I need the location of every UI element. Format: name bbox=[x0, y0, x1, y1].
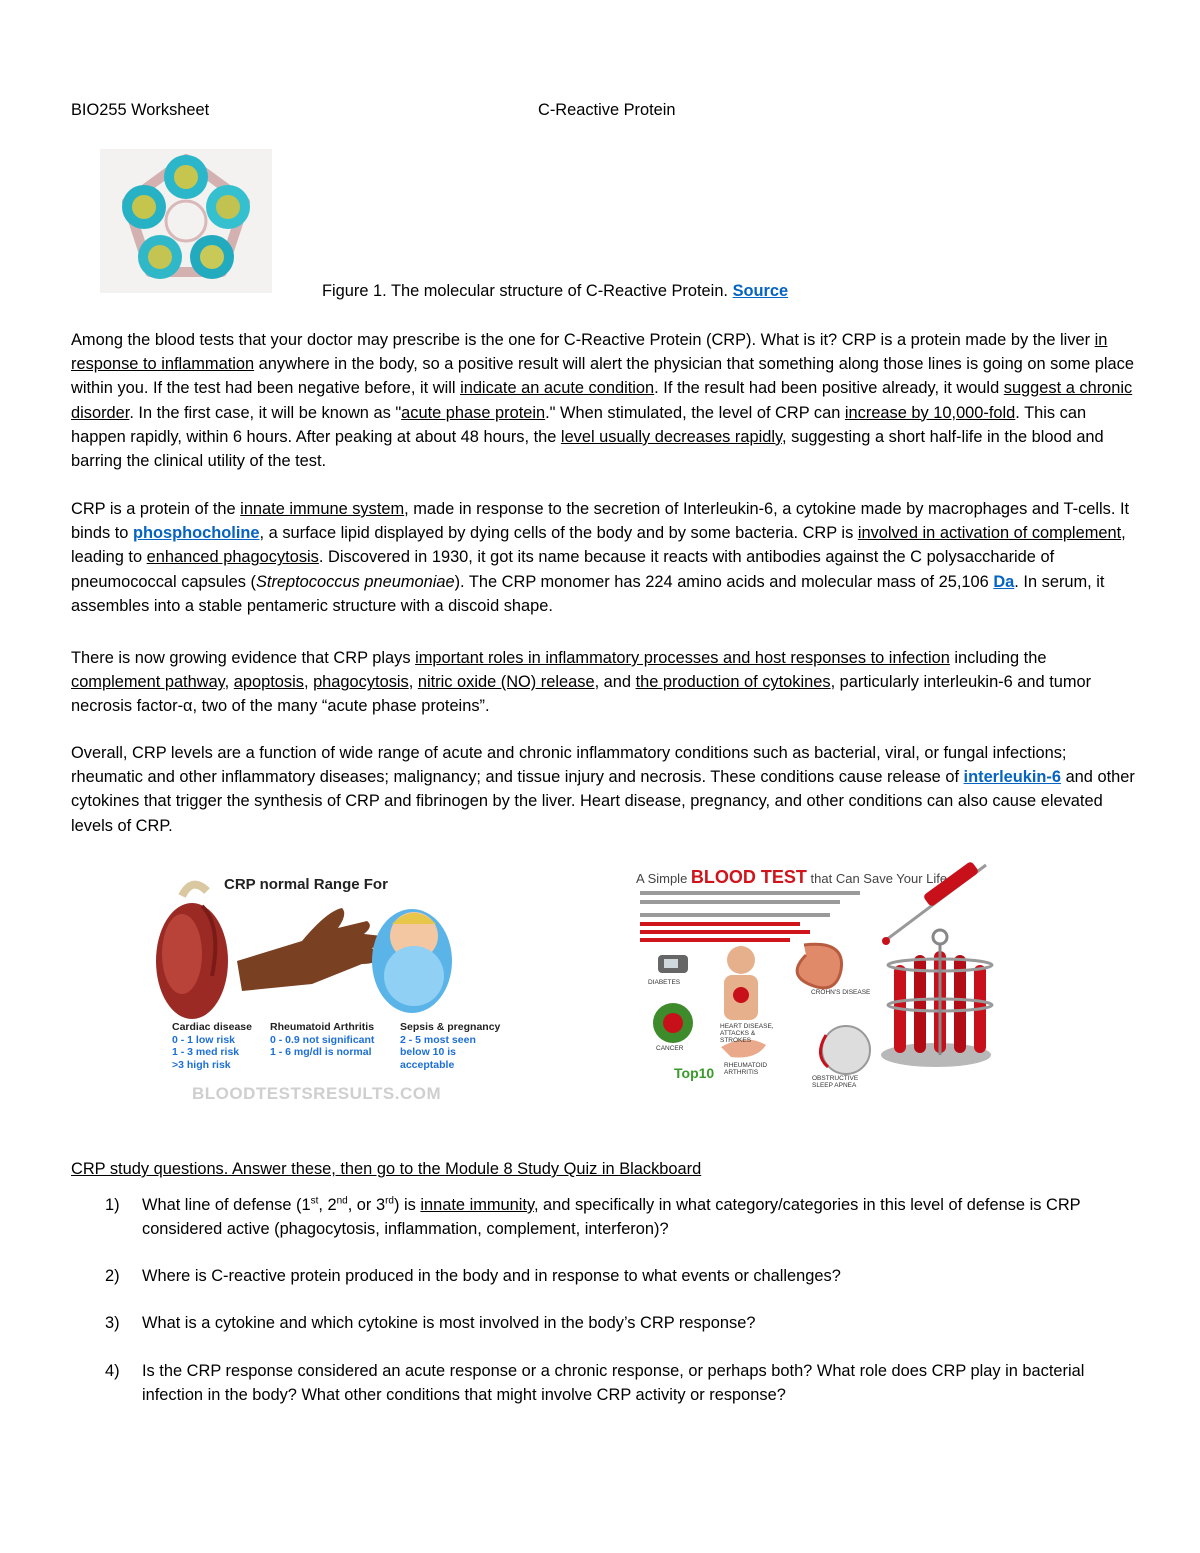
paragraph-2: CRP is a protein of the innate immune system, made in response to the secretion of Interleukin-6, a cytokine made by macrophages and T-cells. It binds to phosphocholine, a surface lipid displayed by dying cells of the body and by some bacteria. CRP is involved in activation of complement, leading to enhanced phagocytosis. Discovered in 1930, it got its name because it reacts with antibodies against the C polysaccharide of pneumococcal capsules (Streptococcus pneumoniae). The CRP monomer has 224 amino acids and molecular mass of 25,106 Da. In serum, it assembles into a stable pentameric structure with a discoid shape. bbox=[71, 500, 1130, 615]
label-cancer: CANCER bbox=[656, 1045, 684, 1052]
label-diabetes: DIABETES bbox=[648, 979, 681, 986]
dalton-link[interactable]: Da bbox=[993, 572, 1015, 591]
questions-heading: CRP study questions. Answer these, then go to the Module 8 Study Quiz in Blackboard bbox=[71, 1160, 702, 1178]
cardiac-column: Cardiac disease 0 - 1 low risk 1 - 3 med risk >3 high risk bbox=[172, 1021, 252, 1071]
underlined-phrase: acute phase protein bbox=[401, 403, 546, 422]
question-1: 1) What line of defense (1st, 2nd, or 3rd) is innate immunity, and specifically in what category/categories in this level of defense is CRP considered active (phagocytosis, inflammation, complement, interferon)? bbox=[105, 1193, 1135, 1241]
crp-range-title: CRP normal Range For bbox=[224, 876, 388, 893]
heart-icon bbox=[156, 885, 228, 1019]
worksheet-label: BIO255 Worksheet bbox=[71, 101, 210, 119]
underlined-phrase: nitric oxide (NO) release bbox=[417, 673, 595, 692]
question-text: Where is C-reactive protein produced in the body and in response to what events or challenges? bbox=[142, 1267, 841, 1285]
underlined-phrase: innate immune system bbox=[240, 500, 405, 518]
underlined-phrase: suggest a chronic disorder bbox=[71, 379, 1133, 422]
arthritis-column: Rheumatoid Arthritis 0 - 0.9 not significant 1 - 6 mg/dl is normal bbox=[270, 1021, 375, 1058]
underlined-phrase: innate immunity bbox=[420, 1196, 534, 1214]
underlined-phrase: the production of cytokines bbox=[635, 673, 831, 692]
underlined-phrase: apoptosis bbox=[233, 673, 304, 692]
hand-icon bbox=[237, 908, 382, 991]
underlined-phrase: involved in activation of complement bbox=[857, 524, 1122, 543]
page-title: C-Reactive Protein bbox=[538, 101, 676, 119]
glucose-meter-icon bbox=[658, 955, 688, 973]
top10-logo: Top10 bbox=[674, 1065, 715, 1081]
blood-test-title: A Simple BLOOD TEST that Can Save Your Life bbox=[636, 867, 948, 887]
question-number: 1) bbox=[105, 1196, 120, 1214]
paragraph-1: Among the blood tests that your doctor may prescribe is the one for C-Reactive Protein (CRP). What is it? CRP is a protein made by the liver in response to inflammation anywhere in the body, so a positive result will alert the physician that something along those lines is going on some place within you. If the test had been negative before, it will indicate an acute condition. If the result had been positive already, it would suggest a chronic disorder. In the first case, it will be known as "acute phase protein." When stimulated, the level of CRP can increase by 10,000-fold. This can happen rapidly, within 6 hours. After peaking at about 48 hours, the level usually decreases rapidly, suggesting a short half-life in the blood and barring the clinical utility of the test. bbox=[71, 331, 1134, 471]
question-number: 2) bbox=[105, 1267, 120, 1285]
label-apnea: OBSTRUCTIVE SLEEP APNEA bbox=[812, 1075, 859, 1089]
underlined-phrase: in response to inflammation bbox=[71, 331, 1108, 374]
underlined-phrase: complement pathway bbox=[71, 673, 225, 692]
underlined-phrase: increase by 10,000-fold bbox=[844, 403, 1016, 422]
question-number: 4) bbox=[105, 1362, 120, 1380]
test-tube-rack-icon bbox=[881, 930, 992, 1067]
paragraph-3: There is now growing evidence that CRP plays important roles in inflammatory processes and host responses to infection including the complement pathway, apoptosis, phagocytosis, nitric oxide (NO) release, and the production of cytokines, particularly interleukin-6 and tumor necrosis factor-α, two of the many “acute phase proteins”. bbox=[71, 649, 1092, 716]
blood-test-image bbox=[636, 855, 998, 1103]
species-name: Streptococcus pneumoniae bbox=[255, 572, 455, 591]
intestine-icon bbox=[797, 944, 841, 988]
underlined-phrase: phagocytosis bbox=[313, 673, 409, 692]
interleukin-6-link[interactable]: interleukin-6 bbox=[963, 768, 1062, 787]
sepsis-column: Sepsis & pregnancy 2 - 5 most seen below 10 is acceptable bbox=[400, 1021, 501, 1071]
question-number: 3) bbox=[105, 1314, 120, 1332]
label-arthritis: RHEUMATOID ARTHRITIS bbox=[724, 1062, 768, 1076]
figure-caption bbox=[322, 279, 788, 303]
question-text: Is the CRP response considered an acute response or a chronic response, or perhaps both? What role does CRP play in bacterial infection in the body? What other conditions that might involve CRP activity or response? bbox=[142, 1362, 1085, 1405]
human-figure-icon bbox=[724, 946, 758, 1020]
cancer-cell-icon bbox=[653, 1003, 693, 1043]
question-2 bbox=[105, 1264, 1135, 1288]
underlined-phrase: important roles in inflammatory processes and host responses to infection bbox=[415, 649, 950, 667]
paragraph-4: Overall, CRP levels are a function of wide range of acute and chronic inflammatory conditions such as bacterial, viral, or fungal infections; rheumatic and other inflammatory diseases; malignancy; and tissue injury and necrosis. These conditions cause release of interleukin-6 and other cytokines that trigger the synthesis of CRP and fibrinogen by the liver. Heart disease, pregnancy, and other conditions can also cause elevated levels of CRP. bbox=[71, 744, 1135, 835]
underlined-phrase: level usually decreases rapidly bbox=[560, 427, 783, 446]
question-4 bbox=[105, 1359, 1135, 1407]
question-text: What is a cytokine and which cytokine is most involved in the body’s CRP response? bbox=[142, 1314, 756, 1332]
label-heart: HEART DISEASE, ATTACKS & STROKES bbox=[720, 1023, 774, 1044]
underlined-phrase: indicate an acute condition bbox=[460, 379, 655, 398]
phosphocholine-link[interactable]: phosphocholine bbox=[132, 524, 260, 543]
crp-normal-range-image bbox=[152, 866, 513, 1110]
question-3 bbox=[105, 1311, 1135, 1335]
watermark: BLOODTESTSRESULTS.COM bbox=[192, 1084, 442, 1103]
sleep-apnea-head-icon bbox=[820, 1026, 870, 1074]
underlined-phrase: enhanced phagocytosis bbox=[146, 548, 319, 567]
label-crohn: CROHN'S DISEASE bbox=[811, 989, 871, 996]
baby-icon bbox=[372, 909, 452, 1013]
source-link[interactable]: Source bbox=[732, 282, 789, 300]
figure-caption-text: Figure 1. The molecular structure of C-Reactive Protein. bbox=[322, 282, 728, 300]
crp-molecule-image bbox=[100, 149, 272, 293]
